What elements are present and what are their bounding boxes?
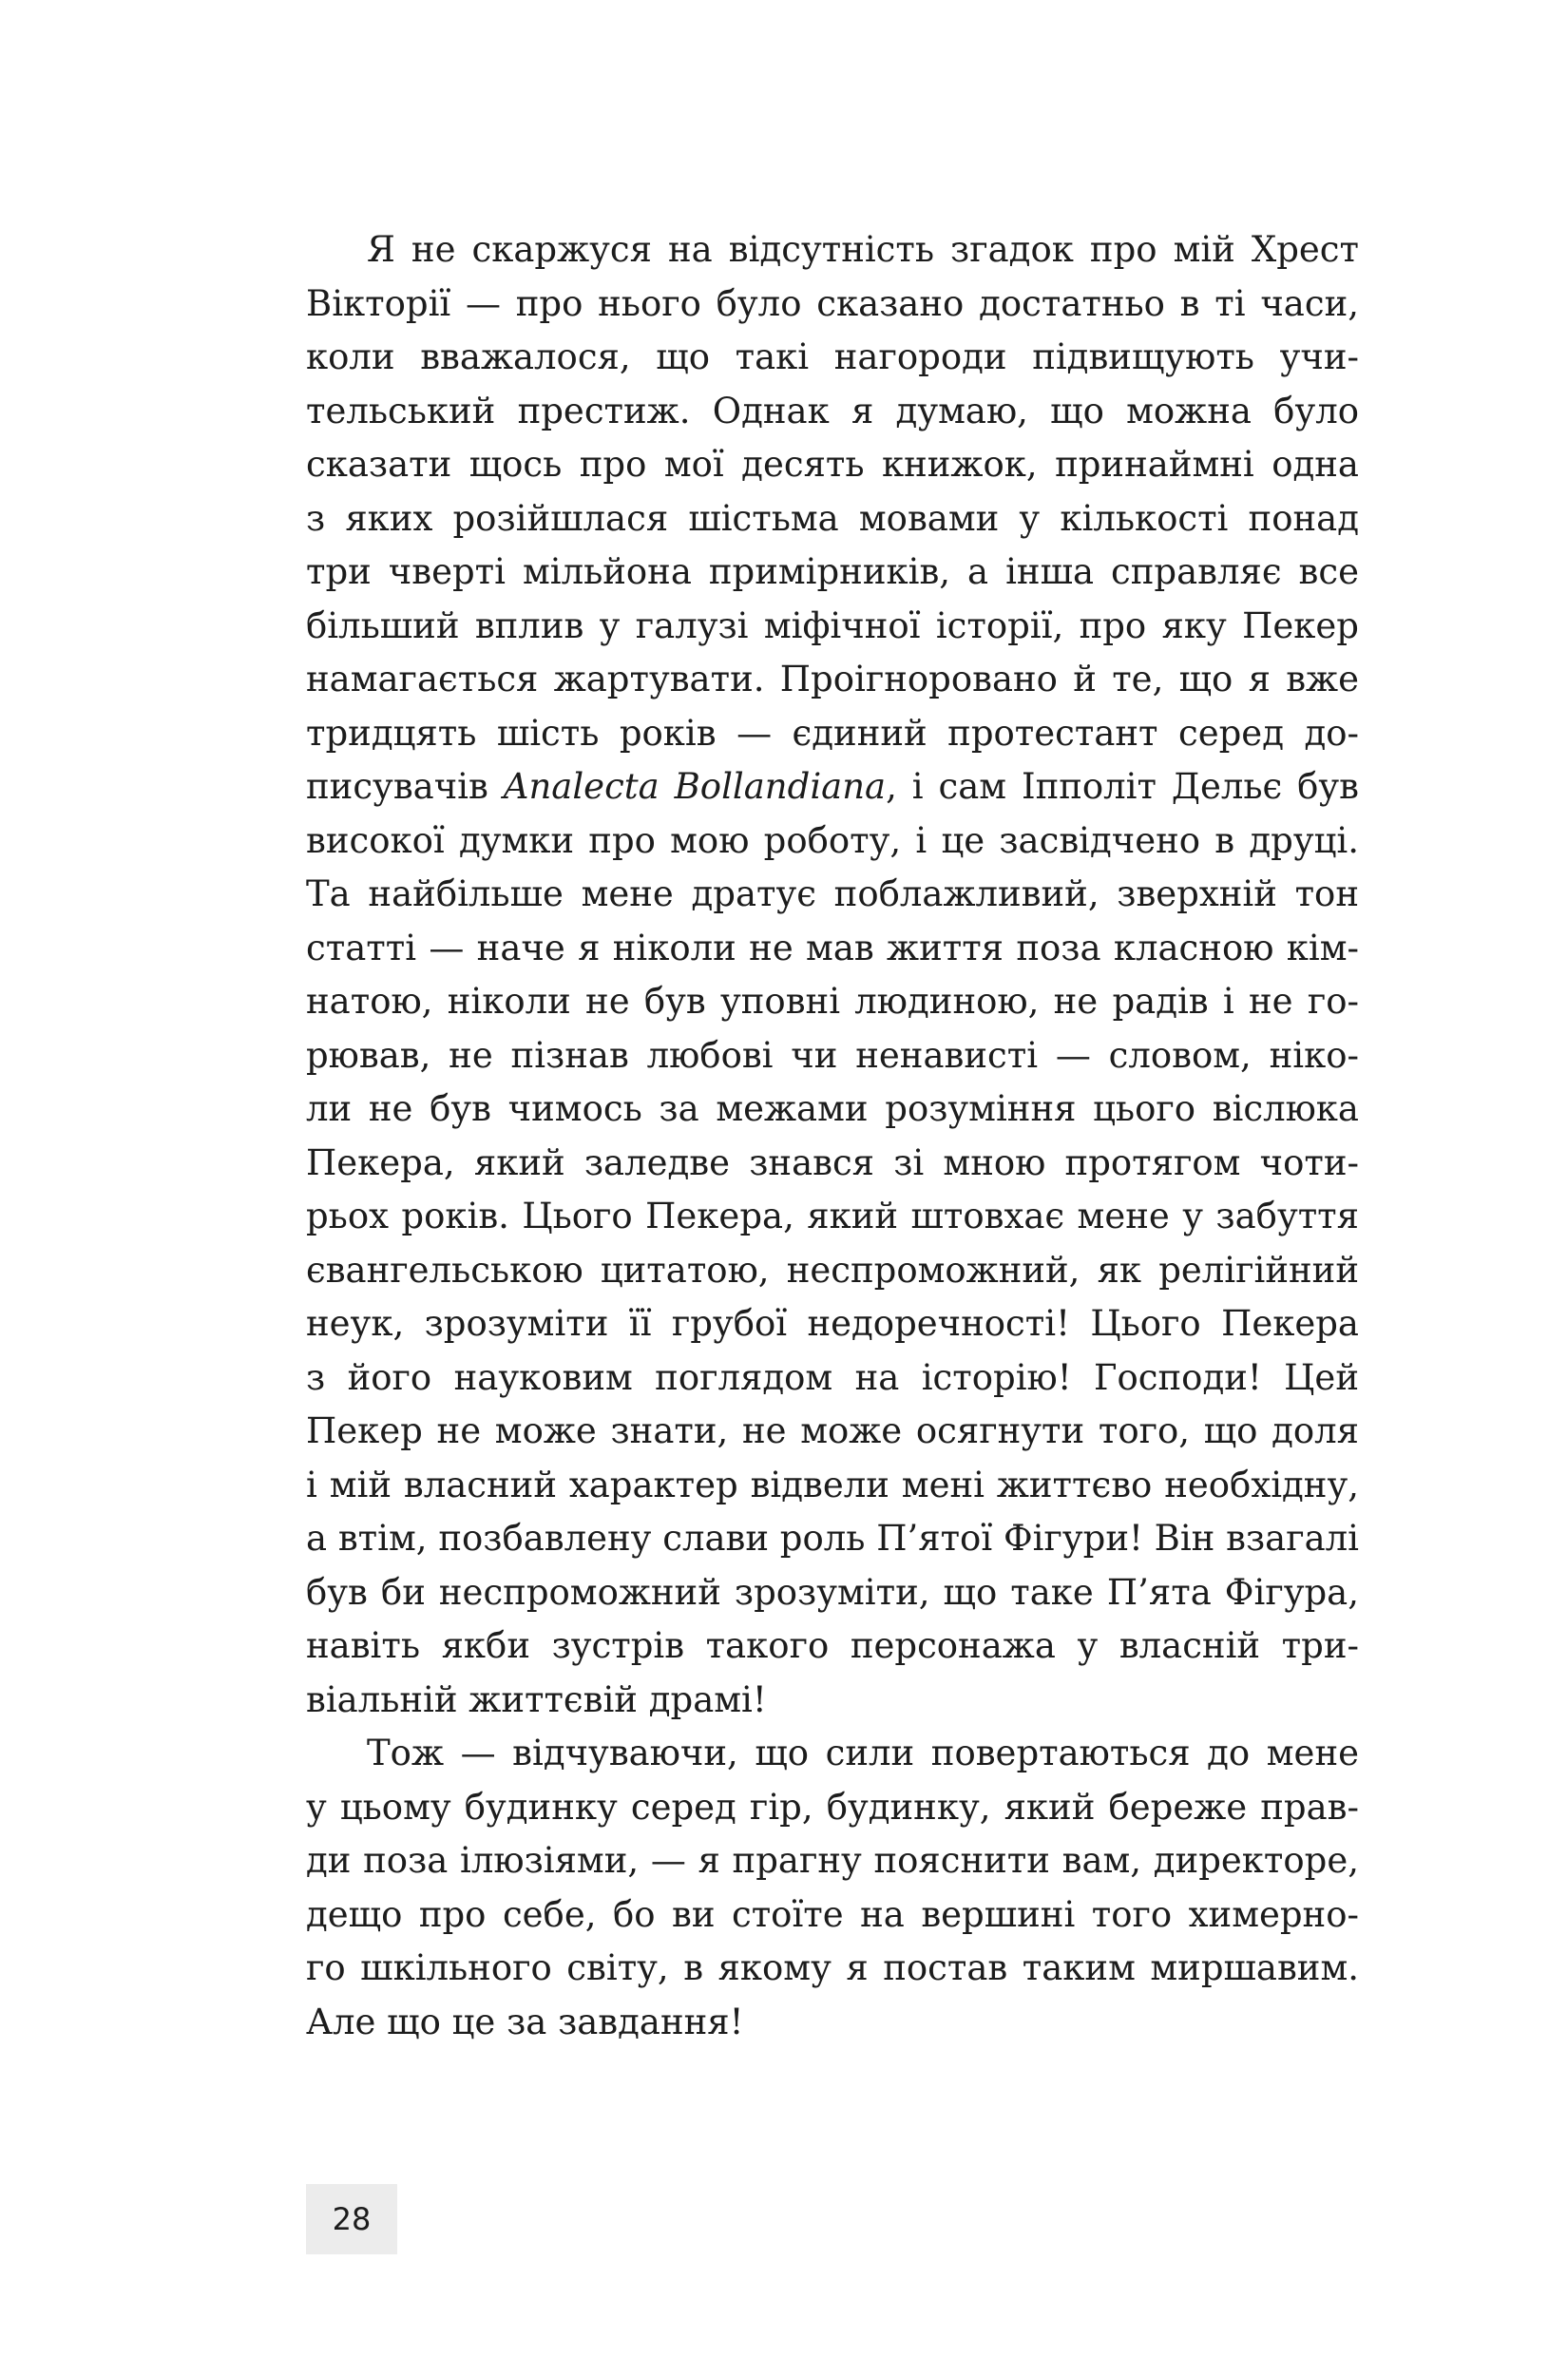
text-span: , і сам Іпполіт Дельє був — [886, 766, 1359, 807]
body-text — [306, 223, 1359, 2049]
text-line: ли не був чимось за межами розуміння цього віслюка — [306, 1088, 1359, 1129]
text-line: був би неспроможний зрозуміти, що таке П’ята Фігура, — [306, 1571, 1359, 1613]
text-line: сказати щось про мої десять книжок, принаймні одна — [306, 444, 1359, 485]
text-span: писувачів — [306, 766, 504, 807]
text-line: рював, не пізнав любові чи ненависті — словом, ніко- — [306, 1034, 1359, 1076]
journal-title-italic: Analecta Bollandiana — [503, 766, 887, 807]
text-line: неук, зрозуміти її грубої недоречності! Цього Пекера — [306, 1303, 1359, 1344]
text-line: а втім, позбавлену слави роль П’ятої Фігури! Він взагалі — [306, 1518, 1359, 1559]
text-line: статті — наче я ніколи не мав життя поза класною кім- — [306, 927, 1359, 968]
text-line: ди поза ілюзіями, — я прагну пояснити вам, директоре, — [306, 1840, 1359, 1881]
text-line: натою, ніколи не був уповні людиною, не радів і не го- — [306, 981, 1359, 1022]
text-line: віальній життєвій драмі! — [306, 1678, 767, 1720]
text-line: Вікторії — про нього було сказано достатньо в ті часи, — [306, 282, 1359, 324]
text-line: рьох років. Цього Пекера, який штовхає мене у забуття — [306, 1196, 1359, 1236]
text-line: три чверті мільйона примірників, а інша справляє все — [306, 551, 1359, 592]
text-line: з його науковим поглядом на історію! Господи! Цей — [306, 1356, 1359, 1398]
text-line: євангельською цитатою, неспроможний, як релігійний — [306, 1249, 1359, 1291]
text-line-with-italic — [306, 760, 1359, 814]
text-line: Але що це за завдання! — [306, 2001, 744, 2042]
text-line: з яких розійшлася шістьма мовами у кількості понад — [306, 497, 1359, 539]
text-line: Та найбільше мене дратує поблажливий, зверхній тон — [306, 873, 1359, 914]
text-line: Пекера, який заледве знався зі мною протягом чоти- — [306, 1141, 1359, 1183]
text-line: Я не скаржуся на відсутність згадок про мій Хрест — [367, 229, 1359, 270]
text-line: навіть якби зустрів такого персонажа у власній три- — [306, 1625, 1359, 1666]
text-line: більший вплив у галузі міфічної історії, про яку Пекер — [306, 604, 1359, 646]
text-line: намагається жартувати. Проігноровано й те, що я вже — [306, 659, 1359, 699]
text-line: тридцять шість років — єдиний протестант серед до- — [306, 712, 1359, 754]
text-line: тельський престиж. Однак я думаю, що можна було — [306, 390, 1359, 431]
text-line: Тож — відчуваючи, що сили повертаються до мене — [367, 1733, 1359, 1773]
text-line: у цьому будинку серед гір, будинку, який береже прав- — [306, 1786, 1359, 1828]
page-number: 28 — [306, 2184, 397, 2254]
text-line: високої думки про мою роботу, і це засвідчено в друці. — [306, 819, 1359, 861]
text-line: коли вважалося, що такі нагороди підвищують учи- — [306, 336, 1359, 377]
text-line: і мій власний характер відвели мені життєво необхідну, — [306, 1464, 1359, 1505]
text-line: го шкільного світу, в якому я постав таким миршавим. — [306, 1947, 1359, 1988]
text-line: Пекер не може знати, не може осягнути того, що доля — [306, 1410, 1359, 1451]
text-line: дещо про себе, бо ви стоїте на вершині того химерно- — [306, 1893, 1359, 1935]
